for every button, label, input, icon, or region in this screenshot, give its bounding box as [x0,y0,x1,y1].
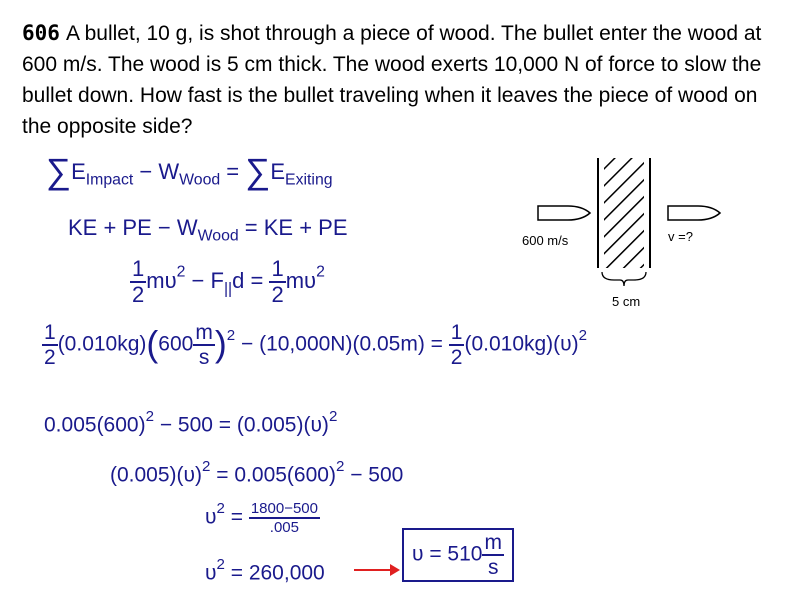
thickness-label: 5 cm [612,294,641,309]
final-answer: υ = 510 $\frac{m}{s}$ [402,528,514,582]
problem-statement [22,18,782,142]
bullet-wood-diagram [520,150,770,320]
equation-v-squared-value: $\upsilon^2 = 260,000$ [205,556,325,585]
equation-rearranged: $(0.005)(\upsilon)^2 = 0.005(600)^2 - 500$ [110,458,404,487]
equation-work-energy: $\frac{1}{2}$ $m\upsilon^2 - F_{||}d$ = $\frac{1}{2}$ $m\upsilon^2$ [132,256,325,307]
bullet-exiting-icon [668,206,720,220]
equation-energy-balance: $\sum E_{Impact} - W_{Wood} = \sum E_{Exiting}$ [46,152,333,191]
thickness-brace [602,272,646,286]
equation-simplified: $0.005(600)^2 - 500 = (0.005)(\upsilon)^2$ [44,408,338,437]
equation-v-squared-fraction: $\upsilon^2$ = $\frac{1800-500}{.005}$ [205,500,318,537]
exit-speed-label: v =? [668,229,693,244]
arrow-icon [352,560,402,580]
equation-ke-pe: KE + PE − $W_{Wood}$ = KE + PE [68,215,348,245]
equation-substitution: $\frac{1}{2}$ (0.010kg)(600 $\frac{m}{s}$ )$^2$ − (10,000N)(0.05m) = $\frac{1}{2}$ $(0.010kg)(\upsilon)^2$ [44,321,588,369]
entry-speed-label: 600 m/s [522,233,569,248]
wood-block [598,158,650,268]
bullet-entering-icon [538,206,590,220]
problem-text: A bullet, 10 g, is shot through a piece of wood. The bullet enter the wood at 600 m/s. The wood is 5 cm thick. The wood exerts 10,000 N of force to slow the bullet down. How fast is the bullet traveling when it leaves the piece of wood on the opposite side? [22,22,762,138]
problem-number: 606 [22,21,60,45]
